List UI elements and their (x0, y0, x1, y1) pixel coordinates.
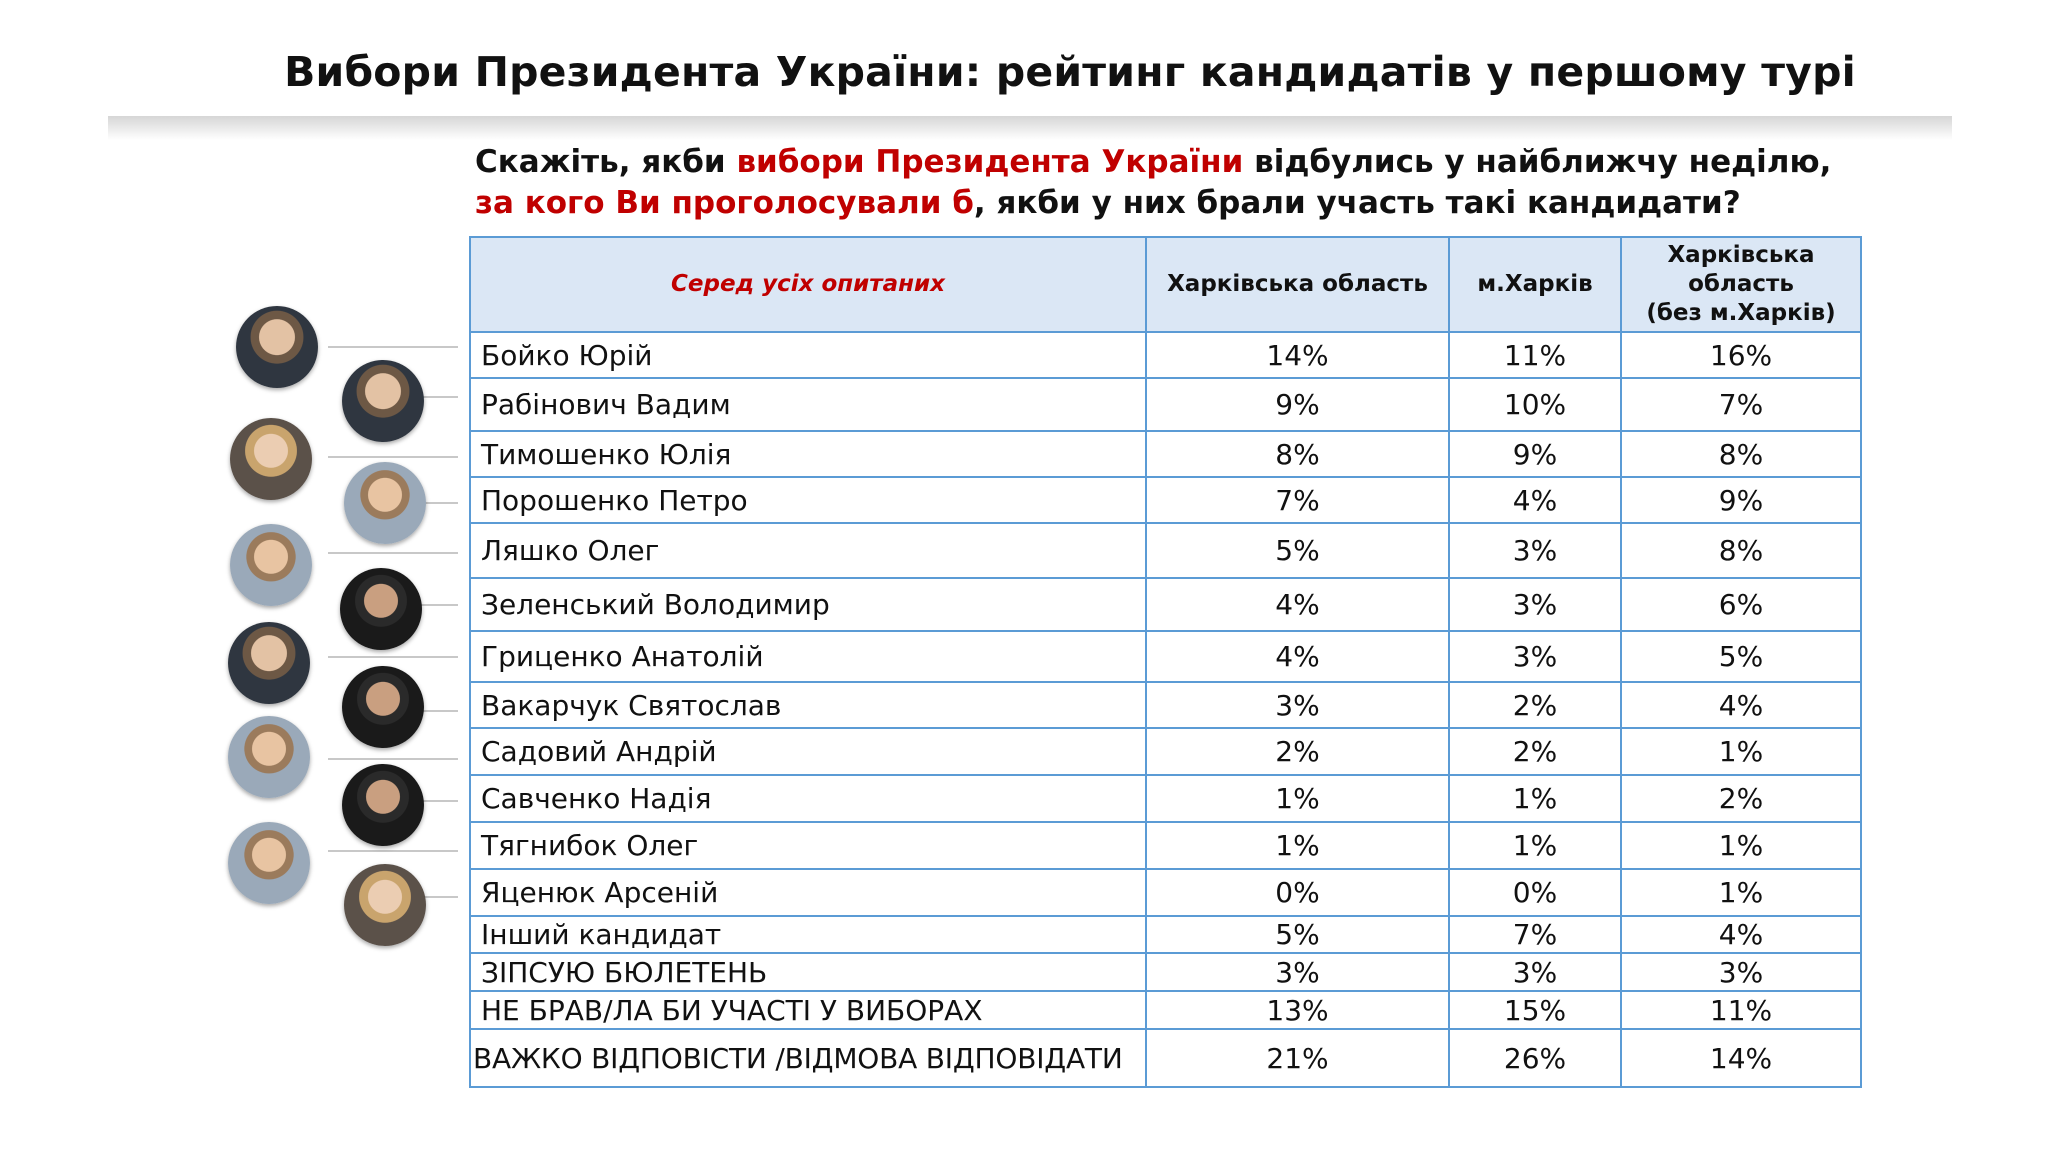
candidate-name: Рабінович Вадим (470, 378, 1146, 431)
value-kharkiv-city: 15% (1449, 991, 1621, 1029)
header-kharkiv-city: м.Харків (1449, 237, 1621, 332)
table-row (470, 431, 1861, 477)
candidate-name: Порошенко Петро (470, 477, 1146, 523)
question-highlight: вибори Президента України (736, 144, 1244, 180)
table-row (470, 991, 1861, 1029)
answer-label: НЕ БРАВ/ЛА БИ УЧАСТІ У ВИБОРАХ (470, 991, 1146, 1029)
value-kharkiv-city: 3% (1449, 523, 1621, 578)
value-kharkiv-oblast: 5% (1146, 916, 1449, 953)
value-kharkiv-city: 2% (1449, 682, 1621, 728)
value-oblast-without-city: 4% (1621, 916, 1861, 953)
candidate-photo-yatseniuk (344, 864, 426, 946)
candidate-photo-vakarchuk (342, 666, 424, 748)
answer-label: Інший кандидат (470, 916, 1146, 953)
value-kharkiv-city: 7% (1449, 916, 1621, 953)
question-line-2 (475, 183, 1895, 224)
value-oblast-without-city: 8% (1621, 523, 1861, 578)
value-kharkiv-oblast: 14% (1146, 332, 1449, 378)
value-kharkiv-oblast: 1% (1146, 775, 1449, 822)
value-oblast-without-city: 14% (1621, 1029, 1861, 1087)
value-kharkiv-city: 9% (1449, 431, 1621, 477)
photo-connector (328, 346, 458, 348)
value-kharkiv-city: 1% (1449, 775, 1621, 822)
header-line: (без м.Харків) (1646, 300, 1836, 326)
value-kharkiv-oblast: 4% (1146, 631, 1449, 682)
page-title: Вибори Президента України: рейтинг кандидатів у першому турі (284, 48, 1856, 96)
candidate-name: Тимошенко Юлія (470, 431, 1146, 477)
question-highlight: за кого Ви проголосували б (475, 185, 974, 221)
value-kharkiv-city: 4% (1449, 477, 1621, 523)
value-kharkiv-city: 3% (1449, 953, 1621, 991)
value-oblast-without-city: 1% (1621, 822, 1861, 869)
candidate-photos (0, 0, 480, 1152)
header-line: область (1688, 271, 1794, 297)
value-kharkiv-city: 11% (1449, 332, 1621, 378)
value-kharkiv-oblast: 3% (1146, 682, 1449, 728)
value-kharkiv-city: 2% (1449, 728, 1621, 775)
photo-connector (418, 800, 458, 802)
value-kharkiv-city: 3% (1449, 578, 1621, 631)
value-kharkiv-oblast: 8% (1146, 431, 1449, 477)
value-kharkiv-oblast: 4% (1146, 578, 1449, 631)
value-oblast-without-city: 3% (1621, 953, 1861, 991)
photo-connector (328, 758, 458, 760)
candidate-photo-savchenko (342, 764, 424, 846)
value-kharkiv-city: 3% (1449, 631, 1621, 682)
candidate-name: Савченко Надія (470, 775, 1146, 822)
candidate-name: Садовий Андрій (470, 728, 1146, 775)
value-kharkiv-city: 0% (1449, 869, 1621, 916)
table-row (470, 477, 1861, 523)
table-row (470, 1029, 1861, 1087)
table-row (470, 523, 1861, 578)
table-row (470, 378, 1861, 431)
value-oblast-without-city: 1% (1621, 728, 1861, 775)
candidate-name: Вакарчук Святослав (470, 682, 1146, 728)
value-oblast-without-city: 9% (1621, 477, 1861, 523)
survey-question (475, 142, 1895, 224)
table-row (470, 631, 1861, 682)
candidate-name: Зеленський Володимир (470, 578, 1146, 631)
table-row (470, 578, 1861, 631)
value-oblast-without-city: 8% (1621, 431, 1861, 477)
candidate-name: Яценюк Арсеній (470, 869, 1146, 916)
value-kharkiv-oblast: 13% (1146, 991, 1449, 1029)
candidate-photo-tymoshenko (230, 418, 312, 500)
photo-connector (418, 396, 458, 398)
value-kharkiv-oblast: 7% (1146, 477, 1449, 523)
photo-connector (328, 456, 458, 458)
value-kharkiv-city: 1% (1449, 822, 1621, 869)
header-oblast-without-city (1621, 237, 1861, 332)
table-row (470, 916, 1861, 953)
value-kharkiv-oblast: 3% (1146, 953, 1449, 991)
value-kharkiv-oblast: 1% (1146, 822, 1449, 869)
candidate-photo-boiko (236, 306, 318, 388)
value-oblast-without-city: 5% (1621, 631, 1861, 682)
photo-connector (328, 552, 458, 554)
value-oblast-without-city: 11% (1621, 991, 1861, 1029)
question-text: Скажіть, якби (475, 144, 737, 180)
photo-connector (328, 656, 458, 658)
value-kharkiv-city: 26% (1449, 1029, 1621, 1087)
value-kharkiv-oblast: 21% (1146, 1029, 1449, 1087)
value-kharkiv-oblast: 2% (1146, 728, 1449, 775)
value-oblast-without-city: 16% (1621, 332, 1861, 378)
candidate-name: Бойко Юрій (470, 332, 1146, 378)
answer-label: ЗІПСУЮ БЮЛЕТЕНЬ (470, 953, 1146, 991)
table-row (470, 332, 1861, 378)
answer-label: ВАЖКО ВІДПОВІСТИ /ВІДМОВА ВІДПОВІДАТИ (470, 1029, 1146, 1087)
candidate-photo-tiahnybok (228, 822, 310, 904)
value-oblast-without-city: 1% (1621, 869, 1861, 916)
candidate-photo-hrytsenko (228, 622, 310, 704)
photo-connector (418, 710, 458, 712)
table-row (470, 953, 1861, 991)
candidate-photo-rabinovych (342, 360, 424, 442)
value-oblast-without-city: 4% (1621, 682, 1861, 728)
value-oblast-without-city: 6% (1621, 578, 1861, 631)
candidate-photo-zelenskyi (340, 568, 422, 650)
value-kharkiv-city: 10% (1449, 378, 1621, 431)
ratings-table (469, 236, 1862, 1088)
candidate-name: Ляшко Олег (470, 523, 1146, 578)
table-row (470, 869, 1861, 916)
photo-connector (418, 604, 458, 606)
header-line: Харківська (1667, 242, 1815, 268)
header-kharkiv-oblast: Харківська область (1146, 237, 1449, 332)
value-oblast-without-city: 7% (1621, 378, 1861, 431)
candidate-name: Тягнибок Олег (470, 822, 1146, 869)
question-text: відбулись у найближчу неділю, (1243, 144, 1832, 180)
candidate-photo-liashko (230, 524, 312, 606)
value-kharkiv-oblast: 9% (1146, 378, 1449, 431)
table-header-row (470, 237, 1861, 332)
table-row (470, 775, 1861, 822)
candidate-name: Гриценко Анатолій (470, 631, 1146, 682)
value-kharkiv-oblast: 0% (1146, 869, 1449, 916)
question-text: , якби у них брали участь такі кандидати? (973, 185, 1741, 221)
candidate-photo-sadovyi (228, 716, 310, 798)
photo-connector (328, 850, 458, 852)
table-row (470, 822, 1861, 869)
table-row (470, 682, 1861, 728)
candidate-photo-poroshenko (344, 462, 426, 544)
question-line-1 (475, 142, 1895, 183)
table-row (470, 728, 1861, 775)
value-kharkiv-oblast: 5% (1146, 523, 1449, 578)
value-oblast-without-city: 2% (1621, 775, 1861, 822)
header-all-respondents: Серед усіх опитаних (470, 237, 1146, 332)
